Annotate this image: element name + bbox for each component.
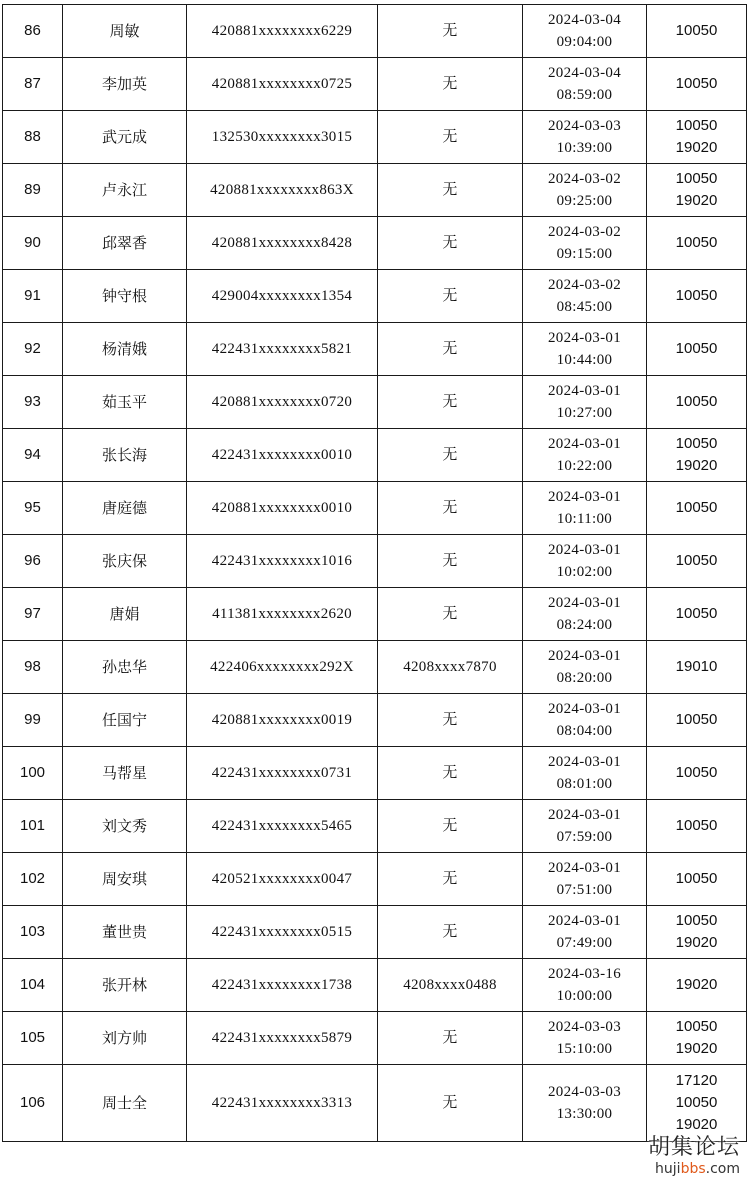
phone-cell: 无 [378,482,523,535]
datetime-cell [523,376,647,429]
name-cell: 张开林 [63,959,187,1012]
phone-cell: 无 [378,5,523,58]
date-text: 2024-03-01 [548,807,621,823]
codes-cell [647,323,747,376]
table-row [3,111,747,164]
date-text: 2024-03-01 [548,383,621,399]
code-text: 10050 [675,435,718,452]
time-text: 09:25:00 [556,193,613,209]
id-number-cell: 422431xxxxxxxx5465 [187,800,378,853]
datetime-cell [523,747,647,800]
date-text: 2024-03-03 [548,1019,621,1035]
datetime-cell [523,906,647,959]
id-number-cell: 422431xxxxxxxx0731 [187,747,378,800]
row-number-cell: 92 [3,323,63,376]
codes-cell [647,800,747,853]
time-text: 15:10:00 [556,1041,613,1057]
codes-cell [647,535,747,588]
table-row [3,800,747,853]
table-body [3,5,747,1142]
code-text: 19020 [675,934,718,951]
date-text: 2024-03-02 [548,171,621,187]
table-row [3,482,747,535]
time-text: 08:24:00 [556,617,613,633]
time-text: 07:59:00 [556,829,613,845]
date-text: 2024-03-01 [548,860,621,876]
datetime-cell [523,1065,647,1142]
code-text: 10050 [675,234,718,251]
row-number-cell: 104 [3,959,63,1012]
table-row [3,747,747,800]
code-text: 10050 [675,552,718,569]
code-text: 10050 [675,817,718,834]
time-text: 09:15:00 [556,246,613,262]
code-text: 10050 [675,711,718,728]
code-text: 19020 [675,139,718,156]
time-text: 10:44:00 [556,352,613,368]
code-text: 10050 [675,1018,718,1035]
name-cell: 周敏 [63,5,187,58]
date-text: 2024-03-01 [548,701,621,717]
code-text: 19020 [675,976,718,993]
name-cell: 唐娟 [63,588,187,641]
phone-cell: 无 [378,164,523,217]
date-text: 2024-03-16 [548,966,621,982]
table-row [3,906,747,959]
codes-cell [647,906,747,959]
id-number-cell: 420881xxxxxxxx0725 [187,58,378,111]
phone-cell: 无 [378,58,523,111]
datetime-cell [523,58,647,111]
codes-cell [647,5,747,58]
code-text: 17120 [675,1072,718,1089]
table-row [3,376,747,429]
id-number-cell: 420881xxxxxxxx863X [187,164,378,217]
time-text: 10:27:00 [556,405,613,421]
codes-cell [647,641,747,694]
code-text: 10050 [675,340,718,357]
row-number-cell: 95 [3,482,63,535]
table-row [3,959,747,1012]
name-cell: 董世贵 [63,906,187,959]
row-number-cell: 88 [3,111,63,164]
name-cell: 李加英 [63,58,187,111]
codes-cell [647,429,747,482]
row-number-cell: 94 [3,429,63,482]
date-text: 2024-03-01 [548,648,621,664]
name-cell: 马帮星 [63,747,187,800]
datetime-cell [523,535,647,588]
phone-cell: 无 [378,111,523,164]
code-text: 10050 [675,75,718,92]
codes-cell [647,694,747,747]
row-number-cell: 87 [3,58,63,111]
codes-cell [647,588,747,641]
table-row [3,270,747,323]
codes-cell [647,1012,747,1065]
date-text: 2024-03-01 [548,542,621,558]
row-number-cell: 93 [3,376,63,429]
datetime-cell [523,641,647,694]
name-cell: 卢永江 [63,164,187,217]
codes-cell [647,747,747,800]
row-number-cell: 91 [3,270,63,323]
date-text: 2024-03-01 [548,754,621,770]
name-cell: 周士全 [63,1065,187,1142]
id-number-cell: 429004xxxxxxxx1354 [187,270,378,323]
row-number-cell: 86 [3,5,63,58]
watermark-title: 胡集论坛 [647,1135,740,1160]
codes-cell [647,164,747,217]
datetime-cell [523,323,647,376]
phone-cell: 4208xxxx7870 [378,641,523,694]
code-text: 19020 [675,1040,718,1057]
name-cell: 刘方帅 [63,1012,187,1065]
name-cell: 唐庭德 [63,482,187,535]
codes-cell [647,217,747,270]
time-text: 08:01:00 [556,776,613,792]
date-text: 2024-03-04 [548,65,621,81]
time-text: 09:04:00 [556,34,613,50]
datetime-cell [523,270,647,323]
table-row [3,694,747,747]
phone-cell: 无 [378,853,523,906]
id-number-cell: 411381xxxxxxxx2620 [187,588,378,641]
name-cell: 茹玉平 [63,376,187,429]
row-number-cell: 105 [3,1012,63,1065]
codes-cell [647,853,747,906]
time-text: 07:49:00 [556,935,613,951]
id-number-cell: 420521xxxxxxxx0047 [187,853,378,906]
table-row [3,5,747,58]
datetime-cell [523,959,647,1012]
id-number-cell: 420881xxxxxxxx8428 [187,217,378,270]
row-number-cell: 97 [3,588,63,641]
date-text: 2024-03-02 [548,224,621,240]
date-text: 2024-03-01 [548,489,621,505]
time-text: 08:45:00 [556,299,613,315]
phone-cell: 无 [378,270,523,323]
row-number-cell: 106 [3,1065,63,1142]
phone-cell: 无 [378,217,523,270]
code-text: 10050 [675,1094,718,1111]
datetime-cell [523,482,647,535]
datetime-cell [523,694,647,747]
phone-cell: 无 [378,800,523,853]
code-text: 10050 [675,22,718,39]
codes-cell [647,959,747,1012]
phone-cell: 无 [378,535,523,588]
code-text: 10050 [675,117,718,134]
code-text: 10050 [675,170,718,187]
codes-cell [647,111,747,164]
table-row [3,58,747,111]
phone-cell: 4208xxxx0488 [378,959,523,1012]
date-text: 2024-03-01 [548,330,621,346]
name-cell: 孙忠华 [63,641,187,694]
table-row [3,641,747,694]
datetime-cell [523,588,647,641]
codes-cell [647,1065,747,1142]
datetime-cell [523,217,647,270]
phone-cell: 无 [378,429,523,482]
name-cell: 任国宁 [63,694,187,747]
phone-cell: 无 [378,694,523,747]
table-row [3,1065,747,1142]
time-text: 08:59:00 [556,87,613,103]
id-number-cell: 420881xxxxxxxx6229 [187,5,378,58]
row-number-cell: 101 [3,800,63,853]
id-number-cell: 422431xxxxxxxx0515 [187,906,378,959]
id-number-cell: 420881xxxxxxxx0019 [187,694,378,747]
date-text: 2024-03-02 [548,277,621,293]
name-cell: 周安琪 [63,853,187,906]
id-number-cell: 420881xxxxxxxx0720 [187,376,378,429]
datetime-cell [523,800,647,853]
date-text: 2024-03-03 [548,118,621,134]
codes-cell [647,58,747,111]
date-text: 2024-03-01 [548,436,621,452]
phone-cell: 无 [378,323,523,376]
code-text: 19010 [675,658,718,675]
row-number-cell: 96 [3,535,63,588]
datetime-cell [523,5,647,58]
table-row [3,429,747,482]
row-number-cell: 90 [3,217,63,270]
time-text: 08:04:00 [556,723,613,739]
id-number-cell: 422431xxxxxxxx0010 [187,429,378,482]
watermark-url: hujibbs.com [655,1161,740,1177]
time-text: 10:00:00 [556,988,613,1004]
time-text: 10:39:00 [556,140,613,156]
row-number-cell: 99 [3,694,63,747]
id-number-cell: 422431xxxxxxxx1016 [187,535,378,588]
codes-cell [647,482,747,535]
phone-cell: 无 [378,588,523,641]
table-row [3,853,747,906]
row-number-cell: 102 [3,853,63,906]
code-text: 19020 [675,457,718,474]
name-cell: 邱翠香 [63,217,187,270]
date-text: 2024-03-03 [548,1084,621,1100]
phone-cell: 无 [378,906,523,959]
name-cell: 武元成 [63,111,187,164]
time-text: 13:30:00 [556,1106,613,1122]
id-number-cell: 422406xxxxxxxx292X [187,641,378,694]
phone-cell: 无 [378,747,523,800]
id-number-cell: 422431xxxxxxxx3313 [187,1065,378,1142]
table-row [3,1012,747,1065]
datetime-cell [523,429,647,482]
code-text: 10050 [675,870,718,887]
table-row [3,323,747,376]
date-text: 2024-03-01 [548,913,621,929]
code-text: 19020 [675,192,718,209]
table-row [3,588,747,641]
code-text: 10050 [675,287,718,304]
row-number-cell: 103 [3,906,63,959]
id-number-cell: 132530xxxxxxxx3015 [187,111,378,164]
row-number-cell: 100 [3,747,63,800]
datetime-cell [523,164,647,217]
row-number-cell: 98 [3,641,63,694]
codes-cell [647,270,747,323]
code-text: 10050 [675,393,718,410]
records-table [2,4,747,1142]
time-text: 10:22:00 [556,458,613,474]
time-text: 07:51:00 [556,882,613,898]
code-text: 19020 [675,1116,718,1133]
date-text: 2024-03-04 [548,12,621,28]
code-text: 10050 [675,764,718,781]
time-text: 08:20:00 [556,670,613,686]
id-number-cell: 422431xxxxxxxx1738 [187,959,378,1012]
id-number-cell: 422431xxxxxxxx5879 [187,1012,378,1065]
phone-cell: 无 [378,1065,523,1142]
code-text: 10050 [675,499,718,516]
name-cell: 刘文秀 [63,800,187,853]
code-text: 10050 [675,605,718,622]
datetime-cell [523,111,647,164]
phone-cell: 无 [378,376,523,429]
table-row [3,217,747,270]
time-text: 10:11:00 [556,511,613,527]
time-text: 10:02:00 [556,564,613,580]
row-number-cell: 89 [3,164,63,217]
datetime-cell [523,1012,647,1065]
id-number-cell: 422431xxxxxxxx5821 [187,323,378,376]
code-text: 10050 [675,912,718,929]
datetime-cell [523,853,647,906]
table-row [3,535,747,588]
phone-cell: 无 [378,1012,523,1065]
name-cell: 张长海 [63,429,187,482]
table-row [3,164,747,217]
name-cell: 张庆保 [63,535,187,588]
codes-cell [647,376,747,429]
name-cell: 杨清娥 [63,323,187,376]
id-number-cell: 420881xxxxxxxx0010 [187,482,378,535]
name-cell: 钟守根 [63,270,187,323]
date-text: 2024-03-01 [548,595,621,611]
